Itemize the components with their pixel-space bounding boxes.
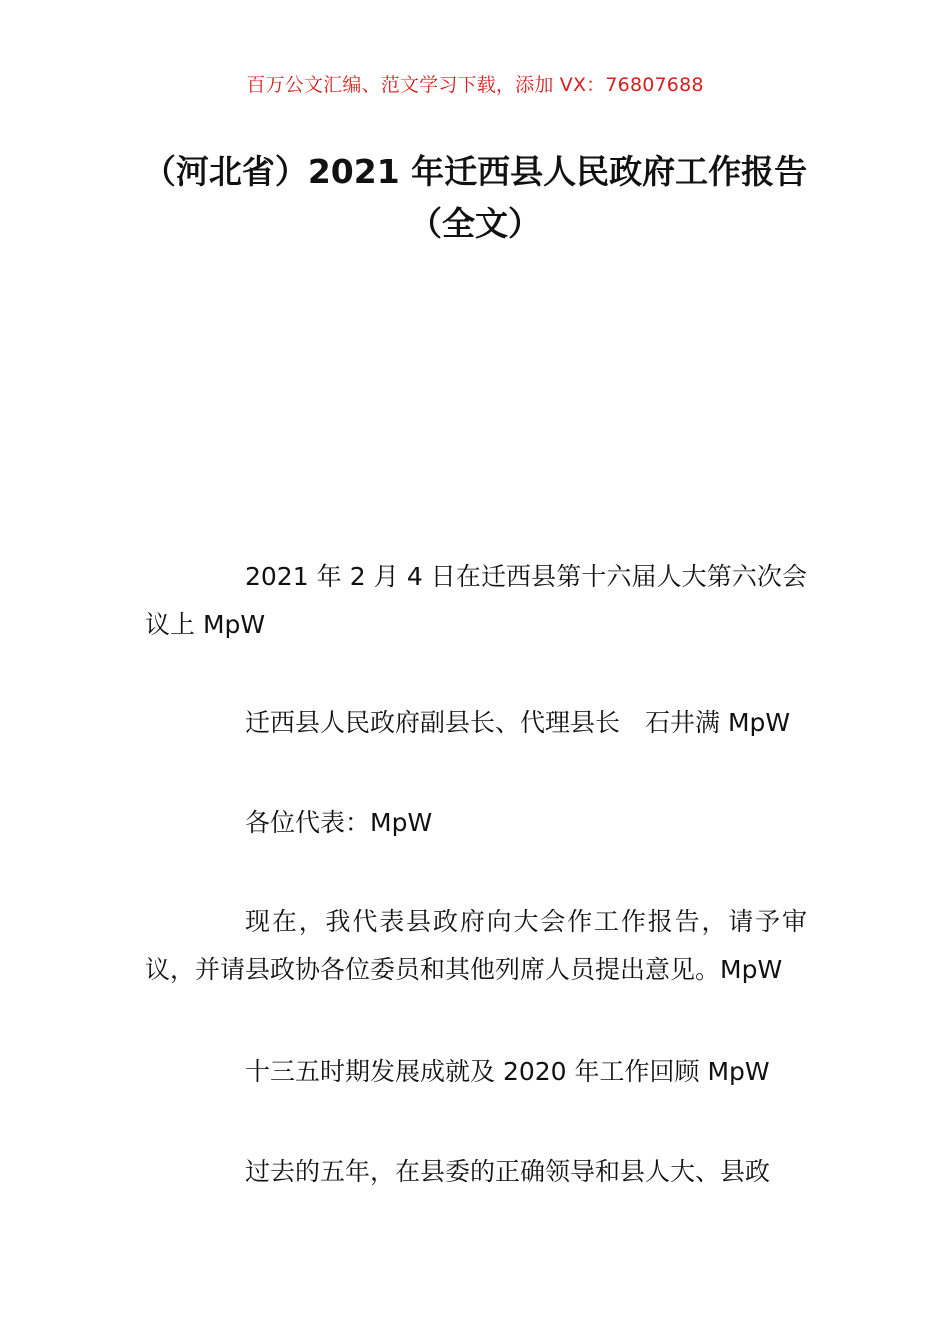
paragraph-salutation: 各位代表：MpW <box>245 808 433 837</box>
paragraph-section-heading: 十三五时期发展成就及 2020 年工作回顾 MpW <box>245 1057 770 1086</box>
paragraph-intro: 现在，我代表县政府向大会作工作报告，请予审议，并请县政协各位委员和其他列席人员提出意见。MpW <box>145 907 807 984</box>
document-title: （河北省）2021 年迁西县人民政府工作报告（全文） <box>142 152 808 243</box>
header-note: 百万公文汇编、范文学习下载，添加 VX：76807688 <box>246 74 704 96</box>
paragraph-meeting-info: 2021 年 2 月 4 日在迁西县第十六届人大第六次会议上 MpW <box>145 562 807 639</box>
paragraph-speaker: 迁西县人民政府副县长、代理县长 石井满 MpW <box>245 708 791 737</box>
paragraph-review-start: 过去的五年，在县委的正确领导和县人大、县政 <box>245 1157 771 1186</box>
